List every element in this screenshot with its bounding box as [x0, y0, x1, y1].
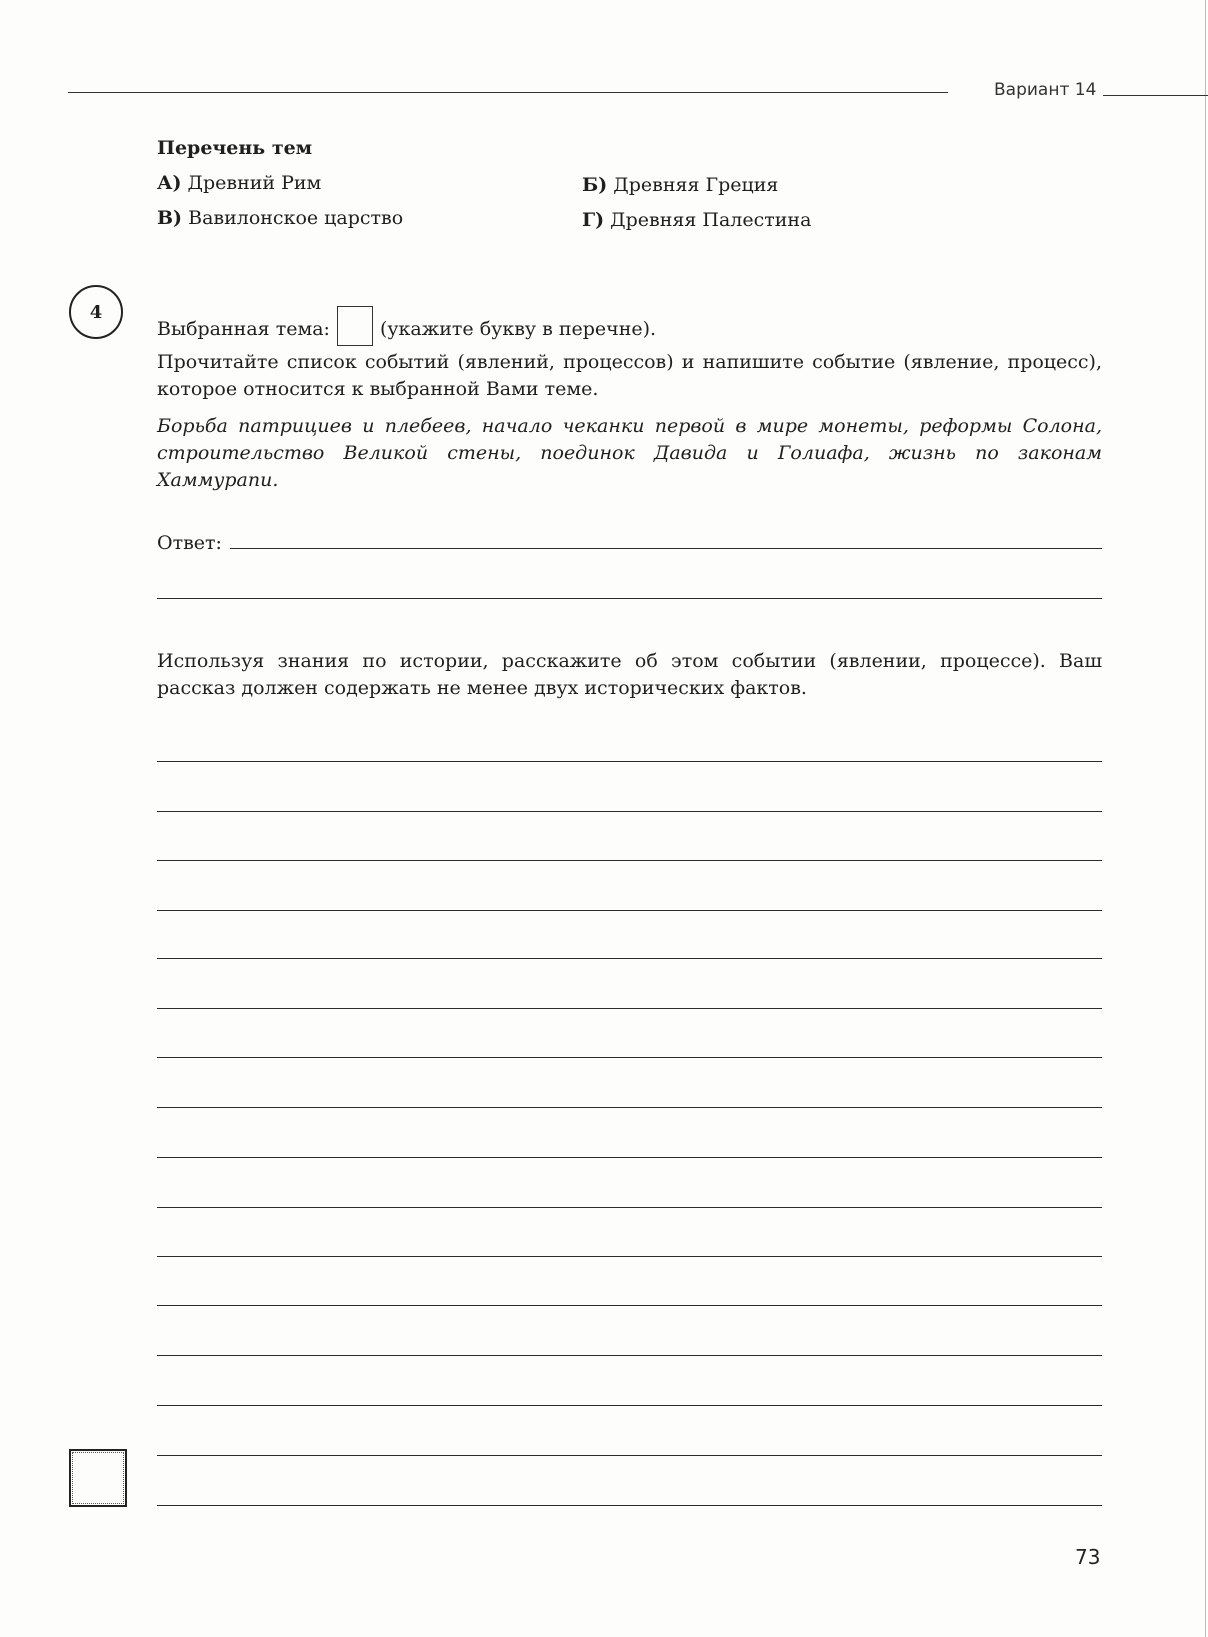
- topic-text: Древний Рим: [187, 172, 322, 194]
- topic-text: Древняя Греция: [613, 174, 779, 196]
- topic-text: Древняя Палестина: [610, 209, 812, 231]
- topics-title: Перечень тем: [157, 137, 313, 159]
- variant-label: Вариант 14: [994, 80, 1097, 100]
- writing-line[interactable]: [157, 811, 1102, 812]
- topic-letter: Б): [582, 174, 608, 196]
- writing-line[interactable]: [157, 958, 1102, 959]
- writing-line[interactable]: [157, 761, 1102, 762]
- writing-line[interactable]: [157, 1256, 1102, 1257]
- writing-line[interactable]: [157, 1305, 1102, 1306]
- events-list: Борьба патрициев и плебеев, начало чеканки первой в мире монеты, реформы Солона, строительство Великой стены, поединок Давида и Голиафа, жизнь по законам Хаммурапи.: [157, 415, 1102, 491]
- answer-label: Ответ:: [157, 532, 222, 554]
- answer-line[interactable]: [157, 598, 1102, 599]
- answer-line[interactable]: [230, 548, 1102, 549]
- score-box[interactable]: [69, 1449, 127, 1507]
- writing-line[interactable]: [157, 1057, 1102, 1058]
- question-number: 4: [89, 301, 103, 323]
- chosen-topic-hint: (укажите букву в перечне).: [379, 318, 657, 340]
- page-number: 73: [1075, 1545, 1101, 1569]
- chosen-topic-row: [157, 300, 656, 340]
- writing-line[interactable]: [157, 1207, 1102, 1208]
- header-rule-right: [1103, 95, 1208, 96]
- topic-text: Вавилонское царство: [188, 207, 404, 229]
- writing-line[interactable]: [157, 910, 1102, 911]
- question-instruction: Прочитайте список событий (явлений, процессов) и напишите событие (явление, процесс), которое относится к выбранной Вами теме.: [157, 351, 1102, 400]
- topic-letter: Г): [582, 209, 605, 231]
- story-instruction: Используя знания по истории, расскажите об этом событии (явлении, процессе). Ваш рассказ должен содержать не менее двух исторических фактов.: [157, 650, 1102, 699]
- topic-letter: А): [157, 172, 182, 194]
- writing-line[interactable]: [157, 860, 1102, 861]
- writing-line[interactable]: [157, 1505, 1102, 1506]
- writing-line[interactable]: [157, 1107, 1102, 1108]
- header-rule-left: [68, 92, 948, 93]
- topic-item-a: [157, 172, 321, 194]
- topic-item-b: [582, 174, 778, 196]
- writing-line[interactable]: [157, 1405, 1102, 1406]
- chosen-topic-label: Выбранная тема:: [157, 318, 330, 340]
- topic-letter: В): [157, 207, 183, 229]
- question-number-badge: [69, 285, 123, 339]
- topic-item-v: [157, 207, 403, 229]
- writing-line[interactable]: [157, 1008, 1102, 1009]
- page-edge-line: [1205, 0, 1206, 1637]
- writing-line[interactable]: [157, 1455, 1102, 1456]
- writing-line[interactable]: [157, 1157, 1102, 1158]
- chosen-topic-box[interactable]: [337, 306, 373, 346]
- topic-item-g: [582, 209, 811, 231]
- writing-line[interactable]: [157, 1355, 1102, 1356]
